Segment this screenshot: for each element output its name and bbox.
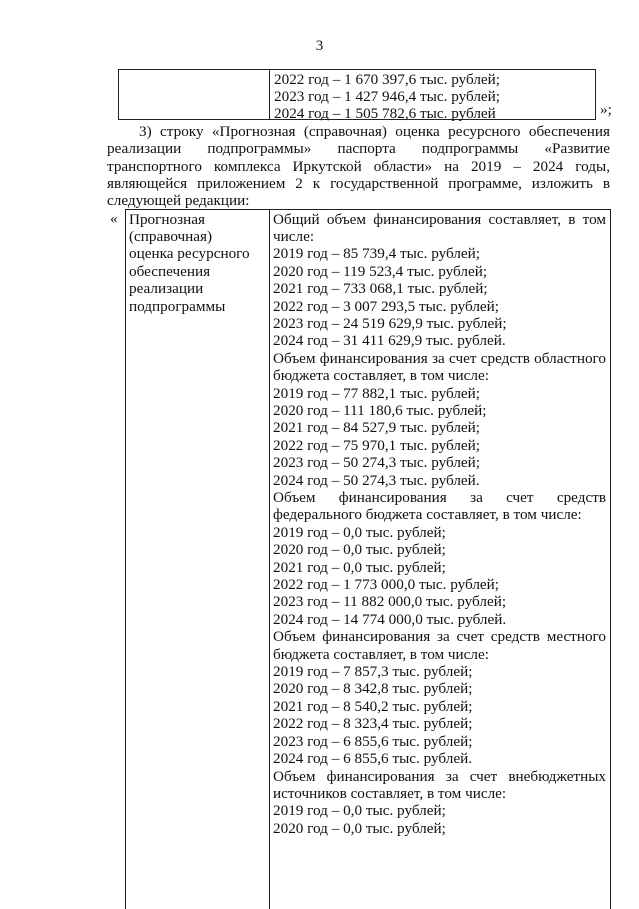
content-line: 2022 год – 75 970,1 тыс. рублей; xyxy=(273,436,481,454)
paragraph-line: реализации подпрограммы» паспорта подпрограммы «Развитие xyxy=(107,140,610,158)
paragraph-line: 3) строку «Прогнозная (справочная) оценка ресурсного обеспечения xyxy=(139,123,610,140)
content-line: 2022 год – 1 773 000,0 тыс. рублей; xyxy=(273,576,500,594)
content-line: 2020 год – 0,0 тыс. рублей; xyxy=(273,819,446,837)
paragraph-line: являющейся приложением 2 к государственной программе, изложить в xyxy=(107,174,610,192)
amendment-paragraph xyxy=(107,123,610,209)
content-line: бюджета составляет, в том числе: xyxy=(273,645,489,663)
content-line: 2019 год – 85 739,4 тыс. рублей; xyxy=(273,245,481,263)
top-table-cell xyxy=(274,71,500,123)
table-row: 2022 год – 1 670 397,6 тыс. рублей; xyxy=(274,70,501,88)
label-line: (справочная) xyxy=(129,227,213,245)
label-line: Прогнозная xyxy=(129,210,205,228)
content-line: 2024 год – 6 855,6 тыс. рублей. xyxy=(273,750,473,768)
content-line: 2021 год – 0,0 тыс. рублей; xyxy=(273,558,446,576)
label-line: реализации xyxy=(129,280,204,298)
content-line: федерального бюджета составляет, в том числе: xyxy=(273,506,582,524)
closing-quote: »; xyxy=(600,101,612,118)
content-line: 2019 год – 0,0 тыс. рублей; xyxy=(273,523,446,541)
row-label-cell xyxy=(129,211,267,315)
label-line: обеспечения xyxy=(129,262,211,280)
content-line: 2020 год – 111 180,6 тыс. рублей; xyxy=(273,401,487,419)
content-line: 2024 год – 31 411 629,9 тыс. рублей. xyxy=(273,332,506,350)
content-line: 2021 год – 84 527,9 тыс. рублей; xyxy=(273,419,481,437)
content-line: 2019 год – 7 857,3 тыс. рублей; xyxy=(273,663,473,681)
content-line: 2020 год – 8 342,8 тыс. рублей; xyxy=(273,680,473,698)
top-table xyxy=(118,69,596,123)
content-line: Объем финансирования за счет средств местного xyxy=(273,628,606,646)
content-line: 2023 год – 6 855,6 тыс. рублей; xyxy=(273,732,473,750)
content-line: 2023 год – 50 274,3 тыс. рублей; xyxy=(273,454,481,472)
content-line: числе: xyxy=(273,227,315,245)
content-line: 2021 год – 733 068,1 тыс. рублей; xyxy=(273,280,488,298)
content-line: бюджета составляет, в том числе: xyxy=(273,367,489,385)
content-line: 2021 год – 8 540,2 тыс. рублей; xyxy=(273,697,473,715)
content-line: 2019 год – 77 882,1 тыс. рублей; xyxy=(273,384,481,402)
paragraph-line: следующей редакции: xyxy=(107,192,250,210)
financing-details-cell xyxy=(273,211,606,838)
content-line: 2023 год – 24 519 629,9 тыс. рублей; xyxy=(273,314,507,332)
content-line: Объем финансирования за счет средств xyxy=(273,489,606,506)
content-line: 2019 год – 0,0 тыс. рублей; xyxy=(273,802,446,820)
content-line: 2024 год – 50 274,3 тыс. рублей. xyxy=(273,471,480,489)
table-divider xyxy=(269,70,270,119)
content-line: 2020 год – 119 523,4 тыс. рублей; xyxy=(273,262,488,280)
label-line: подпрограммы xyxy=(129,297,226,315)
table-divider xyxy=(269,210,270,909)
content-line: 2022 год – 8 323,4 тыс. рублей; xyxy=(273,715,473,733)
table-row: 2023 год – 1 427 946,4 тыс. рублей; xyxy=(274,87,501,105)
content-line: 2024 год – 14 774 000,0 тыс. рублей. xyxy=(273,610,507,628)
content-line: Общий объем финансирования составляет, в том xyxy=(273,210,606,228)
content-line: Объем финансирования за счет внебюджетных xyxy=(273,767,606,785)
content-line: 2023 год – 11 882 000,0 тыс. рублей; xyxy=(273,593,507,611)
paragraph-line: транспортного комплекса Иркутской области» на 2019 – 2024 годы, xyxy=(107,157,610,175)
content-line: источников составляет, в том числе: xyxy=(273,784,507,802)
content-line: 2022 год – 3 007 293,5 тыс. рублей; xyxy=(273,297,500,315)
opening-quote: « xyxy=(110,210,118,227)
content-line: Объем финансирования за счет средств областного xyxy=(273,349,606,367)
table-row: 2024 год – 1 505 782,6 тыс. рублей xyxy=(274,105,496,123)
resource-table xyxy=(125,209,611,909)
page-number: 3 xyxy=(315,38,324,54)
content-line: 2020 год – 0,0 тыс. рублей; xyxy=(273,541,446,559)
label-line: оценка ресурсного xyxy=(129,245,250,263)
